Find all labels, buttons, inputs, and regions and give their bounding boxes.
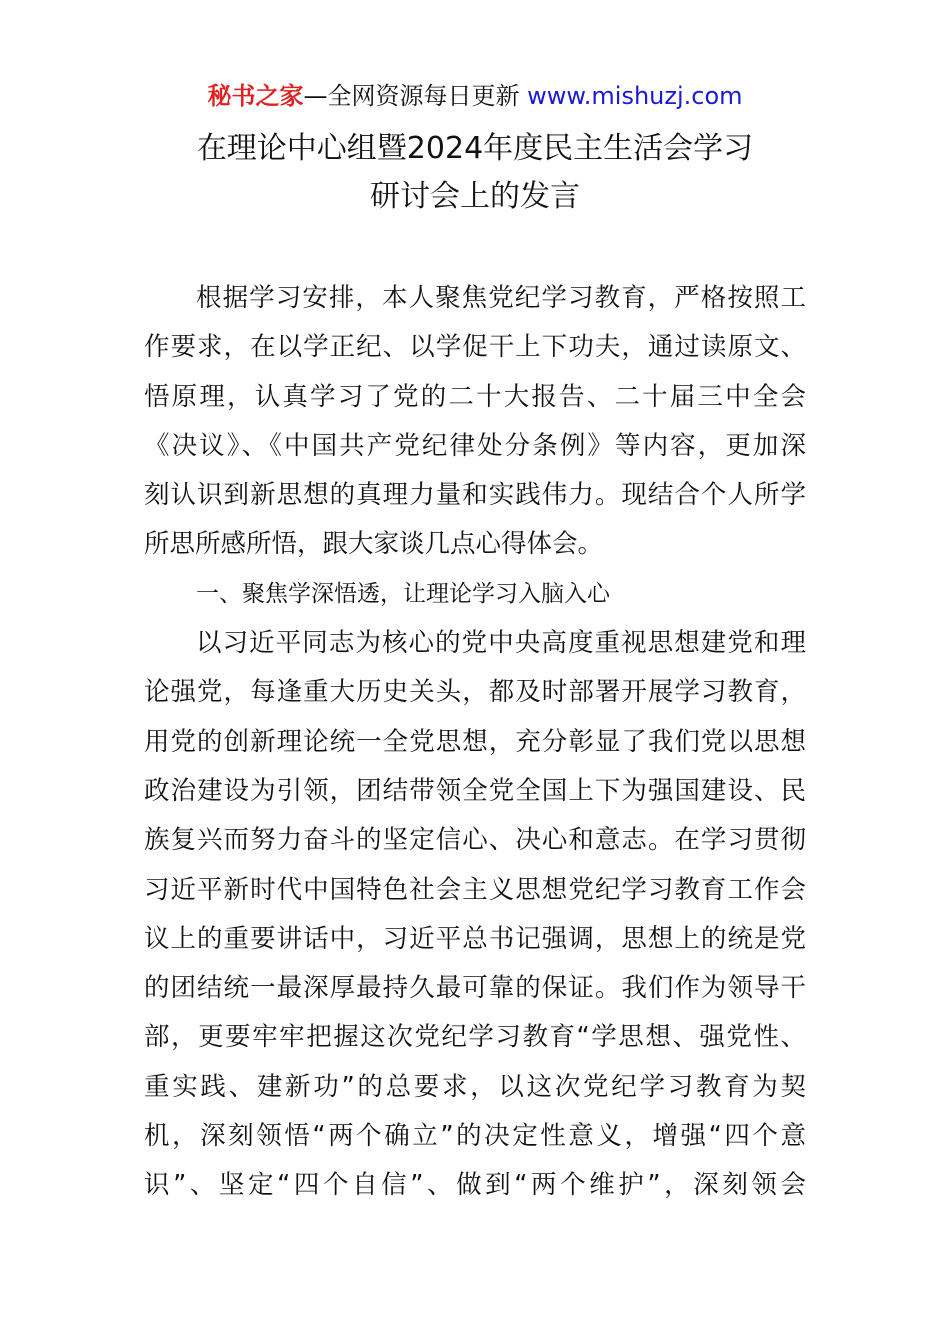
document-title-line-2: 研讨会上的发言 xyxy=(370,179,580,214)
paragraph-line: 重实践、建新功”的总要求，以这次党纪学习教育为契 xyxy=(144,1071,806,1102)
paragraph-line: 所思所感所悟，跟大家谈几点心得体会。 xyxy=(144,529,604,560)
paragraph-line: 的团结统一最深厚最持久最可靠的保证。我们作为领导干 xyxy=(144,973,806,1004)
site-url-link[interactable]: www.mishuzj.com xyxy=(519,82,743,110)
site-banner xyxy=(0,80,950,112)
document-title-line-1: 在理论中心组暨2024年度民主生活会学习 xyxy=(196,131,754,166)
brand-name: 秘书之家 xyxy=(207,82,304,110)
paragraph-line: 议上的重要讲话中，习近平总书记强调，思想上的统是党 xyxy=(144,923,806,954)
paragraph-line: 政治建设为引领，团结带领全党全国上下为强国建设、民 xyxy=(144,775,806,806)
paragraph-line: 《决议》、《中国共产党纪律处分条例》等内容，更加深 xyxy=(144,430,806,461)
paragraph-line: 刻认识到新思想的真理力量和实践伟力。现结合个人所学 xyxy=(144,480,806,511)
section-heading: 一、聚焦学深悟透，让理论学习入脑入心 xyxy=(196,580,610,607)
paragraph-line: 作要求，在以学正纪、以学促干上下功夫，通过读原文、 xyxy=(144,332,806,363)
paragraph-line: 以习近平同志为核心的党中央高度重视思想建党和理 xyxy=(196,628,806,659)
paragraph-line: 习近平新时代中国特色社会主义思想党纪学习教育工作会 xyxy=(144,874,806,905)
paragraph-line: 部，更要牢牢把握这次党纪学习教育“学思想、强党性、 xyxy=(144,1022,806,1053)
paragraph-line: 族复兴而努力奋斗的坚定信心、决心和意志。在学习贯彻 xyxy=(144,825,806,856)
paragraph-line: 机，深刻领悟“两个确立”的决定性意义，增强“四个意 xyxy=(144,1121,806,1152)
paragraph-line: 识”、坚定“四个自信”、做到“两个维护”，深刻领会 xyxy=(144,1170,806,1201)
document-body xyxy=(144,274,806,1211)
paragraph-line: 根据学习安排，本人聚焦党纪学习教育，严格按照工 xyxy=(196,283,806,313)
banner-slogan: —全网资源每日更新 xyxy=(303,82,520,110)
paragraph-line: 用党的创新理论统一全党思想，充分彰显了我们党以思想 xyxy=(144,726,806,757)
paragraph-line: 论强党，每逢重大历史关头，都及时部署开展学习教育， xyxy=(144,677,806,708)
paragraph-line: 悟原理，认真学习了党的二十大报告、二十届三中全会 xyxy=(144,381,806,412)
